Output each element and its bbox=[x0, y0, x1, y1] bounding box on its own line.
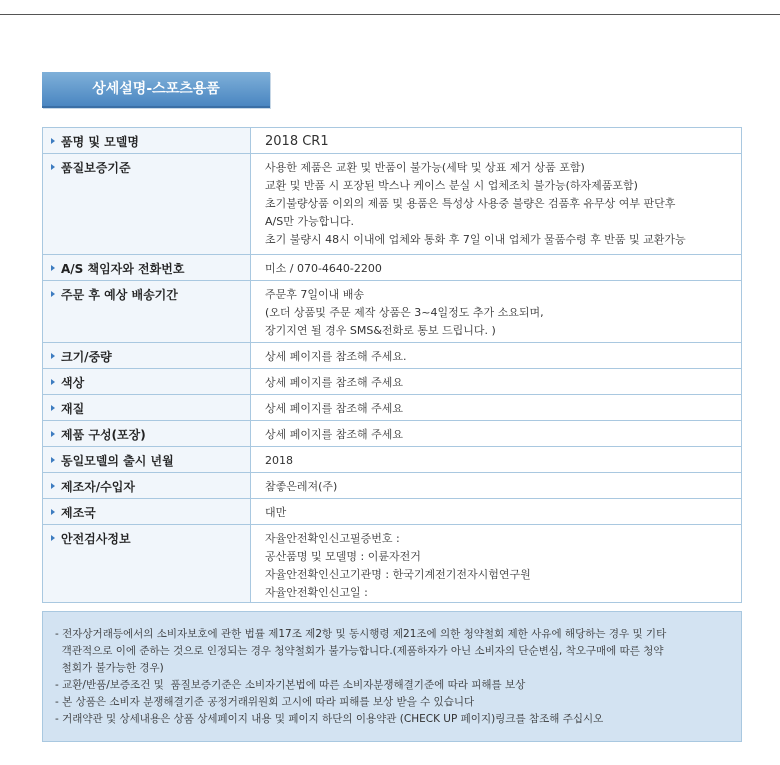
row-value-cell bbox=[251, 473, 742, 499]
row-label: 안전검사정보 bbox=[61, 532, 131, 546]
row-value-line: 2018 bbox=[265, 454, 293, 467]
row-value-cell bbox=[251, 343, 742, 369]
notice-box bbox=[42, 611, 742, 742]
bullet-arrow-icon bbox=[51, 457, 55, 463]
row-value-cell bbox=[251, 154, 742, 255]
row-value-cell bbox=[251, 525, 742, 603]
bullet-arrow-icon bbox=[51, 431, 55, 437]
row-value-line: 상세 페이지를 참조해 주세요 bbox=[265, 428, 404, 441]
bullet-arrow-icon bbox=[51, 265, 55, 271]
notice-line: 철회가 불가능한 경우) bbox=[55, 662, 164, 674]
row-value-cell bbox=[251, 395, 742, 421]
bullet-arrow-icon bbox=[51, 353, 55, 359]
info-row bbox=[43, 421, 742, 447]
row-value-line: (오더 상품및 주문 제작 상품은 3~4일정도 추가 소요되며, bbox=[265, 306, 544, 319]
row-value-cell bbox=[251, 281, 742, 343]
row-value-line: 대만 bbox=[265, 506, 287, 519]
row-label: A/S 책임자와 전화번호 bbox=[61, 262, 185, 276]
bullet-arrow-icon bbox=[51, 535, 55, 541]
row-label-cell bbox=[43, 154, 251, 255]
notice-line: - 전자상거래등에서의 소비자보호에 관한 법률 제17조 제2항 및 동시행령 제21조에 의한 청약철회 제한 사유에 해당하는 경우 및 기타 bbox=[55, 628, 667, 640]
row-value-line: 장기지연 될 경우 SMS&전화로 통보 드립니다. ) bbox=[265, 324, 496, 337]
row-value-line: 참좋은레져(주) bbox=[265, 480, 338, 493]
notice-line: - 교환/반품/보증조건 및 품질보증기준은 소비자기본법에 따른 소비자분쟁해결기준에 따라 피해를 보상 bbox=[55, 679, 526, 691]
notice-line: - 거래약관 및 상세내용은 상품 상세페이지 내용 및 페이지 하단의 이용약관 (CHECK UP 페이지)링크를 참조해 주십시오 bbox=[55, 713, 604, 725]
bullet-arrow-icon bbox=[51, 405, 55, 411]
info-row bbox=[43, 473, 742, 499]
row-label: 제조국 bbox=[61, 506, 96, 520]
row-label-cell bbox=[43, 525, 251, 603]
row-label: 품명 및 모델명 bbox=[61, 135, 139, 149]
row-value-line: 상세 페이지를 참조해 주세요 bbox=[265, 376, 404, 389]
row-label-cell bbox=[43, 421, 251, 447]
row-value-cell bbox=[251, 447, 742, 473]
row-label-cell bbox=[43, 128, 251, 154]
row-label-cell bbox=[43, 281, 251, 343]
row-value-line: 초기 불량시 48시 이내에 업체와 통화 후 7일 이내 업체가 물품수령 후 반품 및 교환가능 bbox=[265, 233, 686, 246]
row-value-line: A/S만 가능합니다. bbox=[265, 215, 354, 228]
row-label-cell bbox=[43, 499, 251, 525]
row-value-line: 주문후 7일이내 배송 bbox=[265, 288, 364, 301]
row-value-cell bbox=[251, 128, 742, 154]
row-value-line: 상세 페이지를 참조해 주세요. bbox=[265, 350, 407, 363]
row-label: 크기/중량 bbox=[61, 350, 112, 364]
section-title-tab: 상세설명-스포츠용품 bbox=[42, 72, 270, 108]
row-value-line: 사용한 제품은 교환 및 반품이 불가능(세탁 및 상표 제거 상품 포함) bbox=[265, 161, 585, 174]
row-label: 동일모델의 출시 년월 bbox=[61, 454, 174, 468]
row-label-cell bbox=[43, 369, 251, 395]
info-row bbox=[43, 395, 742, 421]
info-row bbox=[43, 128, 742, 154]
notice-line: - 본 상품은 소비자 분쟁해결기준 공정거래위원회 고시에 따라 피해를 보상 받을 수 있습니다 bbox=[55, 696, 475, 708]
row-label: 품질보증기준 bbox=[61, 161, 131, 175]
row-value-line: 공산품명 및 모델명 : 이륜자전거 bbox=[265, 550, 421, 563]
row-value-line: 2018 CR1 bbox=[265, 134, 329, 149]
row-value-line: 초기불량상품 이외의 제품 및 용품은 특성상 사용중 불량은 검품후 유무상 여부 판단후 bbox=[265, 197, 676, 210]
row-value-line: 상세 페이지를 참조해 주세요 bbox=[265, 402, 404, 415]
bullet-arrow-icon bbox=[51, 483, 55, 489]
row-value-line: 자율안전확인신고기관명 : 한국기계전기전자시험연구원 bbox=[265, 568, 531, 581]
row-value-line: 자율안전확인신고일 : bbox=[265, 586, 368, 599]
row-label: 주문 후 예상 배송기간 bbox=[61, 288, 178, 302]
row-value-cell bbox=[251, 421, 742, 447]
info-row bbox=[43, 281, 742, 343]
row-value-line: 교환 및 반품 시 포장된 박스나 케이스 분실 시 업체조치 불가능(하자제품포함) bbox=[265, 179, 638, 192]
row-value-cell bbox=[251, 499, 742, 525]
row-label-cell bbox=[43, 343, 251, 369]
row-label-cell bbox=[43, 447, 251, 473]
top-divider bbox=[0, 14, 780, 15]
bullet-arrow-icon bbox=[51, 138, 55, 144]
info-row bbox=[43, 369, 742, 395]
row-value-cell bbox=[251, 369, 742, 395]
row-label: 색상 bbox=[61, 376, 85, 390]
info-row bbox=[43, 343, 742, 369]
info-row bbox=[43, 255, 742, 281]
info-row bbox=[43, 447, 742, 473]
notice-line: 객관적으로 이에 준하는 것으로 인정되는 경우 청약철회가 불가능합니다.(제품하자가 아닌 소비자의 단순변심, 착오구매에 따른 청약 bbox=[55, 645, 664, 657]
row-value-line: 미소 / 070-4640-2200 bbox=[265, 262, 382, 275]
row-label-cell bbox=[43, 473, 251, 499]
row-value-cell bbox=[251, 255, 742, 281]
bullet-arrow-icon bbox=[51, 291, 55, 297]
row-label-cell bbox=[43, 395, 251, 421]
product-info-table bbox=[42, 127, 742, 603]
row-label: 제품 구성(포장) bbox=[61, 428, 146, 442]
info-row bbox=[43, 499, 742, 525]
row-label: 제조자/수입자 bbox=[61, 480, 135, 494]
info-row bbox=[43, 525, 742, 603]
row-value-line: 자율안전확인신고필증번호 : bbox=[265, 532, 400, 545]
bullet-arrow-icon bbox=[51, 164, 55, 170]
bullet-arrow-icon bbox=[51, 509, 55, 515]
row-label-cell bbox=[43, 255, 251, 281]
info-row bbox=[43, 154, 742, 255]
row-label: 재질 bbox=[61, 402, 85, 416]
bullet-arrow-icon bbox=[51, 379, 55, 385]
